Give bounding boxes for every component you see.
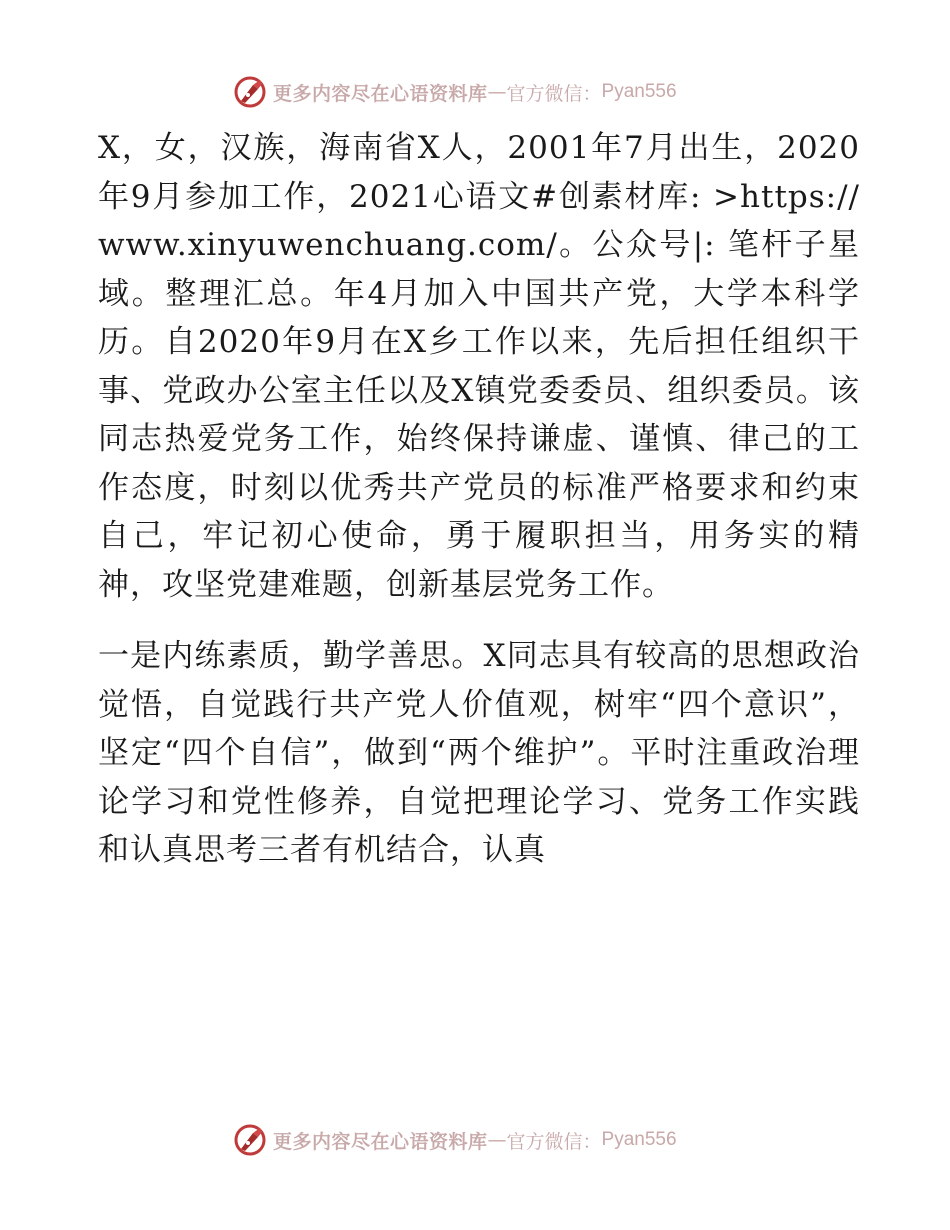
pen-nib-circle-logo-icon — [233, 1123, 267, 1157]
banner-separator: — — [487, 81, 507, 103]
footer-banner — [233, 1120, 677, 1160]
banner-promo-text: 更多内容尽在心语资料库 — [273, 82, 488, 105]
banner-wechat-label: 官方微信： — [506, 1130, 602, 1153]
banner-wechat-id: Pyan556 — [601, 81, 677, 102]
pen-nib-circle-logo-icon — [233, 75, 267, 109]
paragraph-intro: X，女，汉族，海南省X人，2001年7月出生，2020年9月参加工作，2021心语文#创素材库: >https://www.xinyuwenchuang.com/。公众号|: 笔杆子星域。整理汇总。年4月加入中国共产党，大学本科学历。自2020年9月在X乡工作以来，先后担任组织干事、党政办公室主任以及X镇党委委员、组织委员。该同志热爱党务工作，始终保持谦虚、谨慎、律己的工作态度，时刻以优秀共产党员的标准严格要求和约束自己，牢记初心使命，勇于履职担当，用务实的精神，攻坚党建难题，创新基层党务工作。 — [98, 130, 860, 603]
document-body — [98, 124, 860, 875]
paragraph-section-one: 一是内练素质，勤学善思。X同志具有较高的思想政治觉悟，自觉践行共产党人价值观，树牢“四个意识”，坚定“四个自信”，做到“两个维护”。平时注重政治理论学习和党性修养，自觉把理论学习、党务工作实践和认真思考三者有机结合，认真 — [98, 638, 860, 868]
header-banner — [233, 72, 677, 112]
banner-wechat-label: 官方微信： — [506, 82, 602, 105]
banner-wechat-id: Pyan556 — [601, 1129, 677, 1150]
banner-separator: — — [487, 1129, 507, 1151]
banner-promo-text: 更多内容尽在心语资料库 — [273, 1130, 488, 1153]
